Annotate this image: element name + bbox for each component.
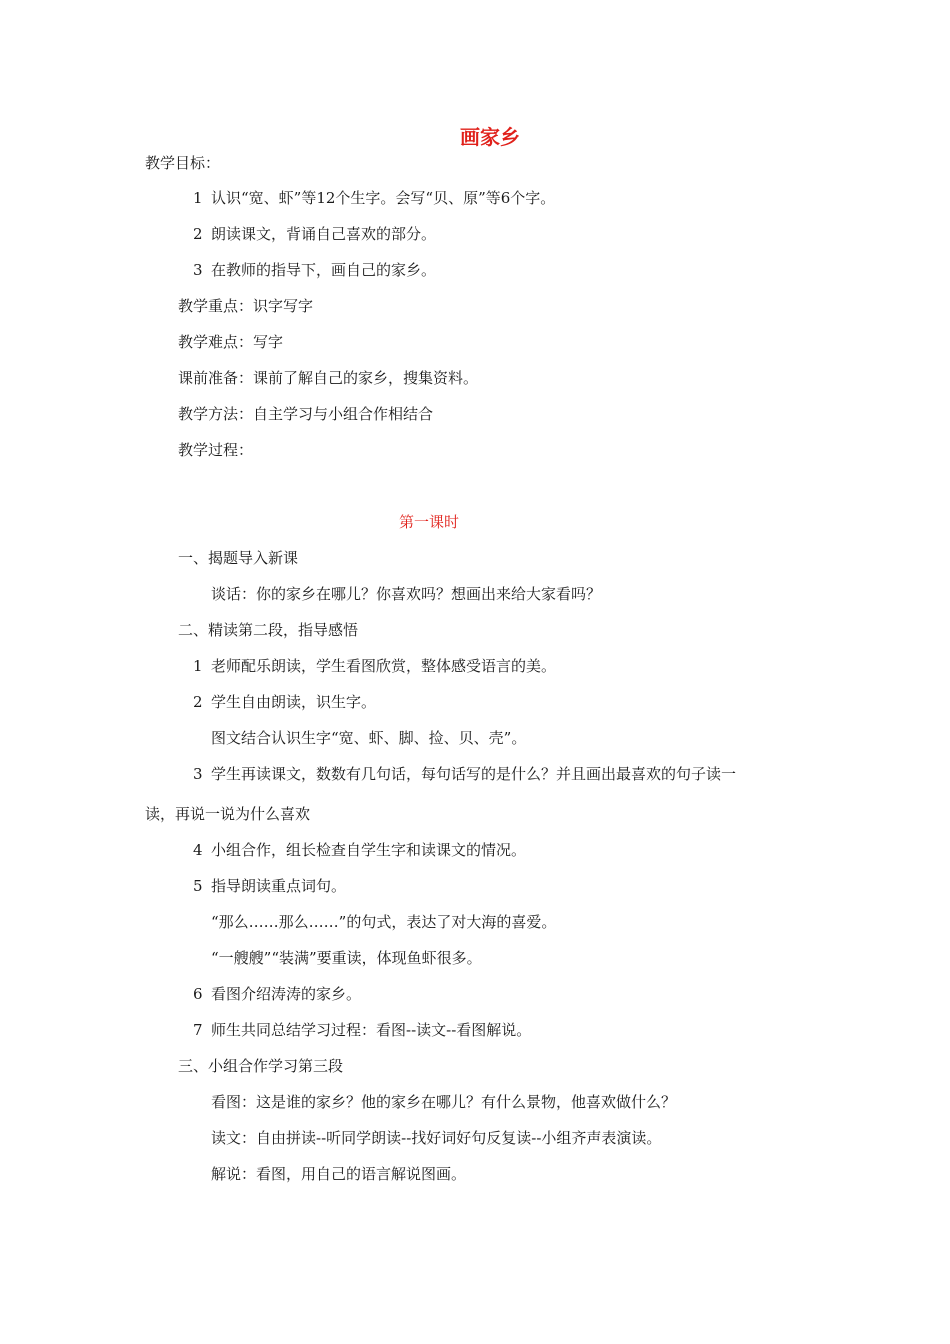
step-item: [193, 764, 736, 784]
step-item: [193, 984, 361, 1004]
part3-item: 看图：这是谁的家乡？他的家乡在哪儿？有什么景物，他喜欢做什么？: [211, 1093, 677, 1111]
step-text: 看图介绍涛涛的家乡。: [211, 985, 362, 1003]
part3-item: 读文：自由拼读--听同学朗读--找好词好句反复读--小组齐声表演读。: [211, 1129, 662, 1147]
step-item: [193, 656, 556, 676]
lesson-title: 第一课时: [398, 513, 459, 531]
step-number: 6: [193, 985, 203, 1003]
goal-number: 2: [193, 225, 203, 243]
part3-item: 解说：看图，用自己的语言解说图画。: [211, 1165, 467, 1183]
part1-talk: 谈话：你的家乡在哪儿？你喜欢吗？想画出来给大家看吗？: [211, 585, 602, 603]
step-text: 学生自由朗读，识生字。: [211, 693, 377, 711]
step-item: [193, 692, 376, 712]
step-text: 小组合作，组长检查自学生字和读课文的情况。: [211, 841, 527, 859]
goal-text: 在教师的指导下，画自己的家乡。: [211, 261, 437, 279]
step-number: 1: [193, 657, 203, 675]
goal-item: [193, 260, 436, 280]
step-number: 4: [193, 841, 203, 859]
document-title: 画家乡: [460, 125, 520, 149]
teaching-method: 教学方法：自主学习与小组合作相结合: [178, 405, 434, 423]
step-item: [193, 876, 346, 896]
part1-heading: 一、揭题导入新课: [178, 549, 299, 567]
part2-heading: 二、精读第二段，指导感悟: [178, 621, 359, 639]
step-detail: 图文结合认识生字“宽、虾、脚、捡、贝、壳”。: [211, 729, 527, 747]
step-item: [193, 1020, 531, 1040]
step-number: 7: [193, 1021, 203, 1039]
goal-number: 3: [193, 261, 203, 279]
step-number: 3: [193, 765, 203, 783]
key-points: 教学重点：识字写字: [178, 297, 314, 315]
goal-item: [193, 188, 555, 208]
step-item: [193, 840, 526, 860]
process-heading: 教学过程：: [178, 441, 254, 459]
step-number: 2: [193, 693, 203, 711]
goal-text: 朗读课文，背诵自己喜欢的部分。: [211, 225, 437, 243]
goal-number: 1: [193, 189, 203, 207]
step-text: 师生共同总结学习过程：看图--读文--看图解说。: [211, 1021, 532, 1039]
part3-heading: 三、小组合作学习第三段: [178, 1057, 344, 1075]
step-continuation: 读，再说一说为什么喜欢: [145, 805, 311, 823]
step-number: 5: [193, 877, 203, 895]
step-detail: “一艘艘”“装满”要重读，体现鱼虾很多。: [211, 949, 482, 967]
step-text: 老师配乐朗读，学生看图欣赏，整体感受语言的美。: [211, 657, 557, 675]
difficult-points: 教学难点：写字: [178, 333, 284, 351]
step-text: 指导朗读重点词句。: [211, 877, 347, 895]
goal-text: 认识“宽、虾”等12个生字。会写“贝、原”等6个字。: [211, 189, 556, 207]
goals-heading: 教学目标：: [145, 154, 221, 172]
step-detail: “那么……那么……”的句式，表达了对大海的喜爱。: [211, 913, 557, 931]
goal-item: [193, 224, 436, 244]
step-text: 学生再读课文，数数有几句话，每句话写的是什么？并且画出最喜欢的句子读一: [211, 765, 737, 783]
preparation: 课前准备：课前了解自己的家乡，搜集资料。: [178, 369, 479, 387]
